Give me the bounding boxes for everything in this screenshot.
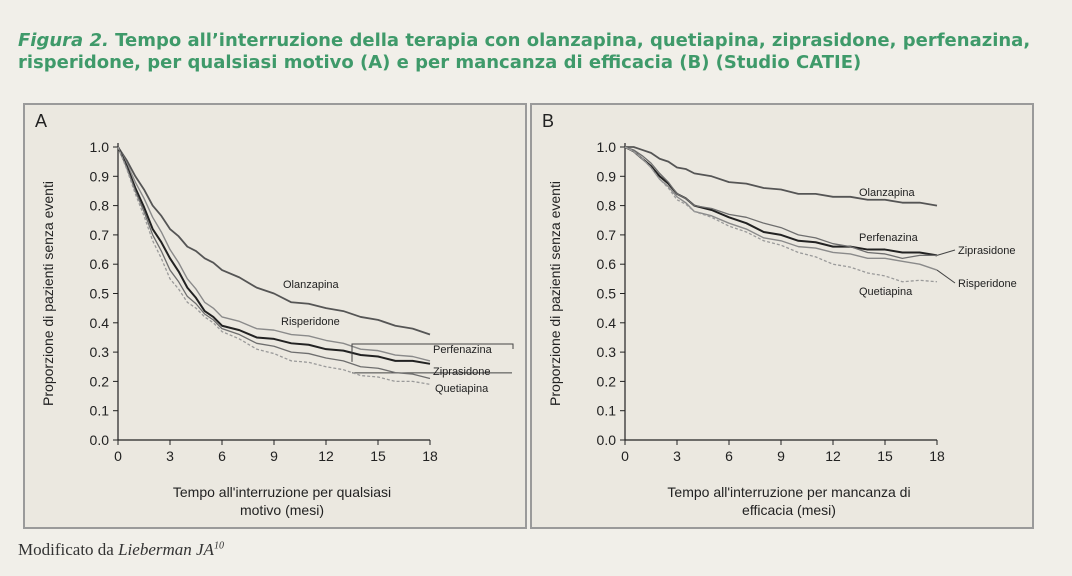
y-axis-label: Proporzione di pazienti senza eventi (547, 181, 563, 406)
y-tick-label: 0.1 (89, 402, 109, 419)
y-tick-label: 0.5 (89, 285, 109, 302)
label-leader-line (937, 250, 955, 255)
source-prefix: Modificato da (18, 540, 119, 559)
label-leader-line (937, 270, 955, 283)
chart-a-svg (25, 105, 525, 527)
y-tick-label: 0.8 (596, 197, 616, 214)
y-axis-label: Proporzione di pazienti senza eventi (40, 181, 56, 406)
series-label: Perfenazina (859, 232, 918, 244)
series-label: Risperidone (281, 316, 340, 328)
figure-caption-text: Tempo all’interruzione della terapia con olanzapina, quetiapina, ziprasidone, perfenazina, risperidone, per qualsiasi motivo (A) e per mancanza di efficacia (B) (Studio CATIE) (18, 30, 1031, 73)
x-tick-label: 15 (370, 448, 386, 464)
panel-label: B (542, 111, 555, 131)
y-tick-label: 0.4 (596, 314, 616, 331)
chart-panel-b (530, 103, 1034, 529)
y-tick-label: 0.7 (89, 226, 109, 243)
series-label: Perfenazina (433, 344, 492, 356)
x-tick-label: 3 (166, 448, 174, 464)
y-tick-label: 0.8 (89, 197, 109, 214)
figure-label: Figura 2. (18, 30, 109, 51)
series-label: Risperidone (958, 278, 1017, 290)
x-tick-label: 15 (877, 448, 893, 464)
series-label: Olanzapina (859, 187, 915, 199)
y-tick-label: 0.6 (89, 256, 109, 273)
series-line-perfenazina (118, 147, 430, 364)
chart-b-svg (532, 105, 1032, 527)
y-tick-label: 0.2 (596, 373, 616, 390)
y-tick-label: 1.0 (89, 139, 109, 155)
y-tick-label: 0.7 (596, 226, 616, 243)
y-tick-label: 0.5 (596, 285, 616, 302)
series-label: Quetiapina (435, 383, 489, 395)
x-tick-label: 6 (725, 448, 733, 464)
x-tick-label: 12 (318, 448, 334, 464)
y-tick-label: 0.4 (89, 314, 109, 331)
x-tick-label: 3 (673, 448, 681, 464)
series-line-risperidone (625, 147, 937, 270)
series-label: Olanzapina (283, 279, 339, 291)
x-tick-label: 0 (621, 448, 629, 464)
figure-caption (18, 30, 1058, 74)
chart-panel-a (23, 103, 527, 529)
y-tick-label: 0.1 (596, 402, 616, 419)
x-tick-label: 18 (422, 448, 438, 464)
x-tick-label: 18 (929, 448, 945, 464)
series-line-quetiapina (625, 147, 937, 282)
series-label: Ziprasidone (433, 366, 491, 378)
x-tick-label: 6 (218, 448, 226, 464)
x-tick-label: 12 (825, 448, 841, 464)
y-tick-label: 0.6 (596, 256, 616, 273)
series-line-quetiapina (118, 147, 430, 384)
source-note (18, 540, 224, 560)
x-axis-label: motivo (mesi) (239, 502, 325, 518)
y-tick-label: 0.2 (89, 373, 109, 390)
series-line-olanzapina (118, 147, 430, 335)
source-author: Lieberman JA (118, 540, 214, 559)
source-ref: 10 (213, 540, 224, 552)
y-tick-label: 0.3 (596, 344, 616, 361)
series-label: Ziprasidone (958, 245, 1016, 257)
series-label: Quetiapina (859, 286, 913, 298)
x-axis-label: Tempo all'interruzione per mancanza di (667, 484, 911, 500)
y-tick-label: 0.9 (89, 168, 109, 185)
series-line-risperidone (118, 147, 430, 361)
y-tick-label: 0.0 (596, 432, 616, 448)
y-tick-label: 1.0 (596, 139, 616, 155)
x-axis-label: efficacia (mesi) (742, 502, 836, 518)
y-tick-label: 0.3 (89, 344, 109, 361)
x-tick-label: 9 (777, 448, 785, 464)
x-axis-label: Tempo all'interruzione per qualsiasi (172, 484, 392, 500)
x-tick-label: 9 (270, 448, 278, 464)
y-tick-label: 0.9 (596, 168, 616, 185)
x-tick-label: 0 (114, 448, 122, 464)
panel-label: A (35, 111, 48, 131)
y-tick-label: 0.0 (89, 432, 109, 448)
